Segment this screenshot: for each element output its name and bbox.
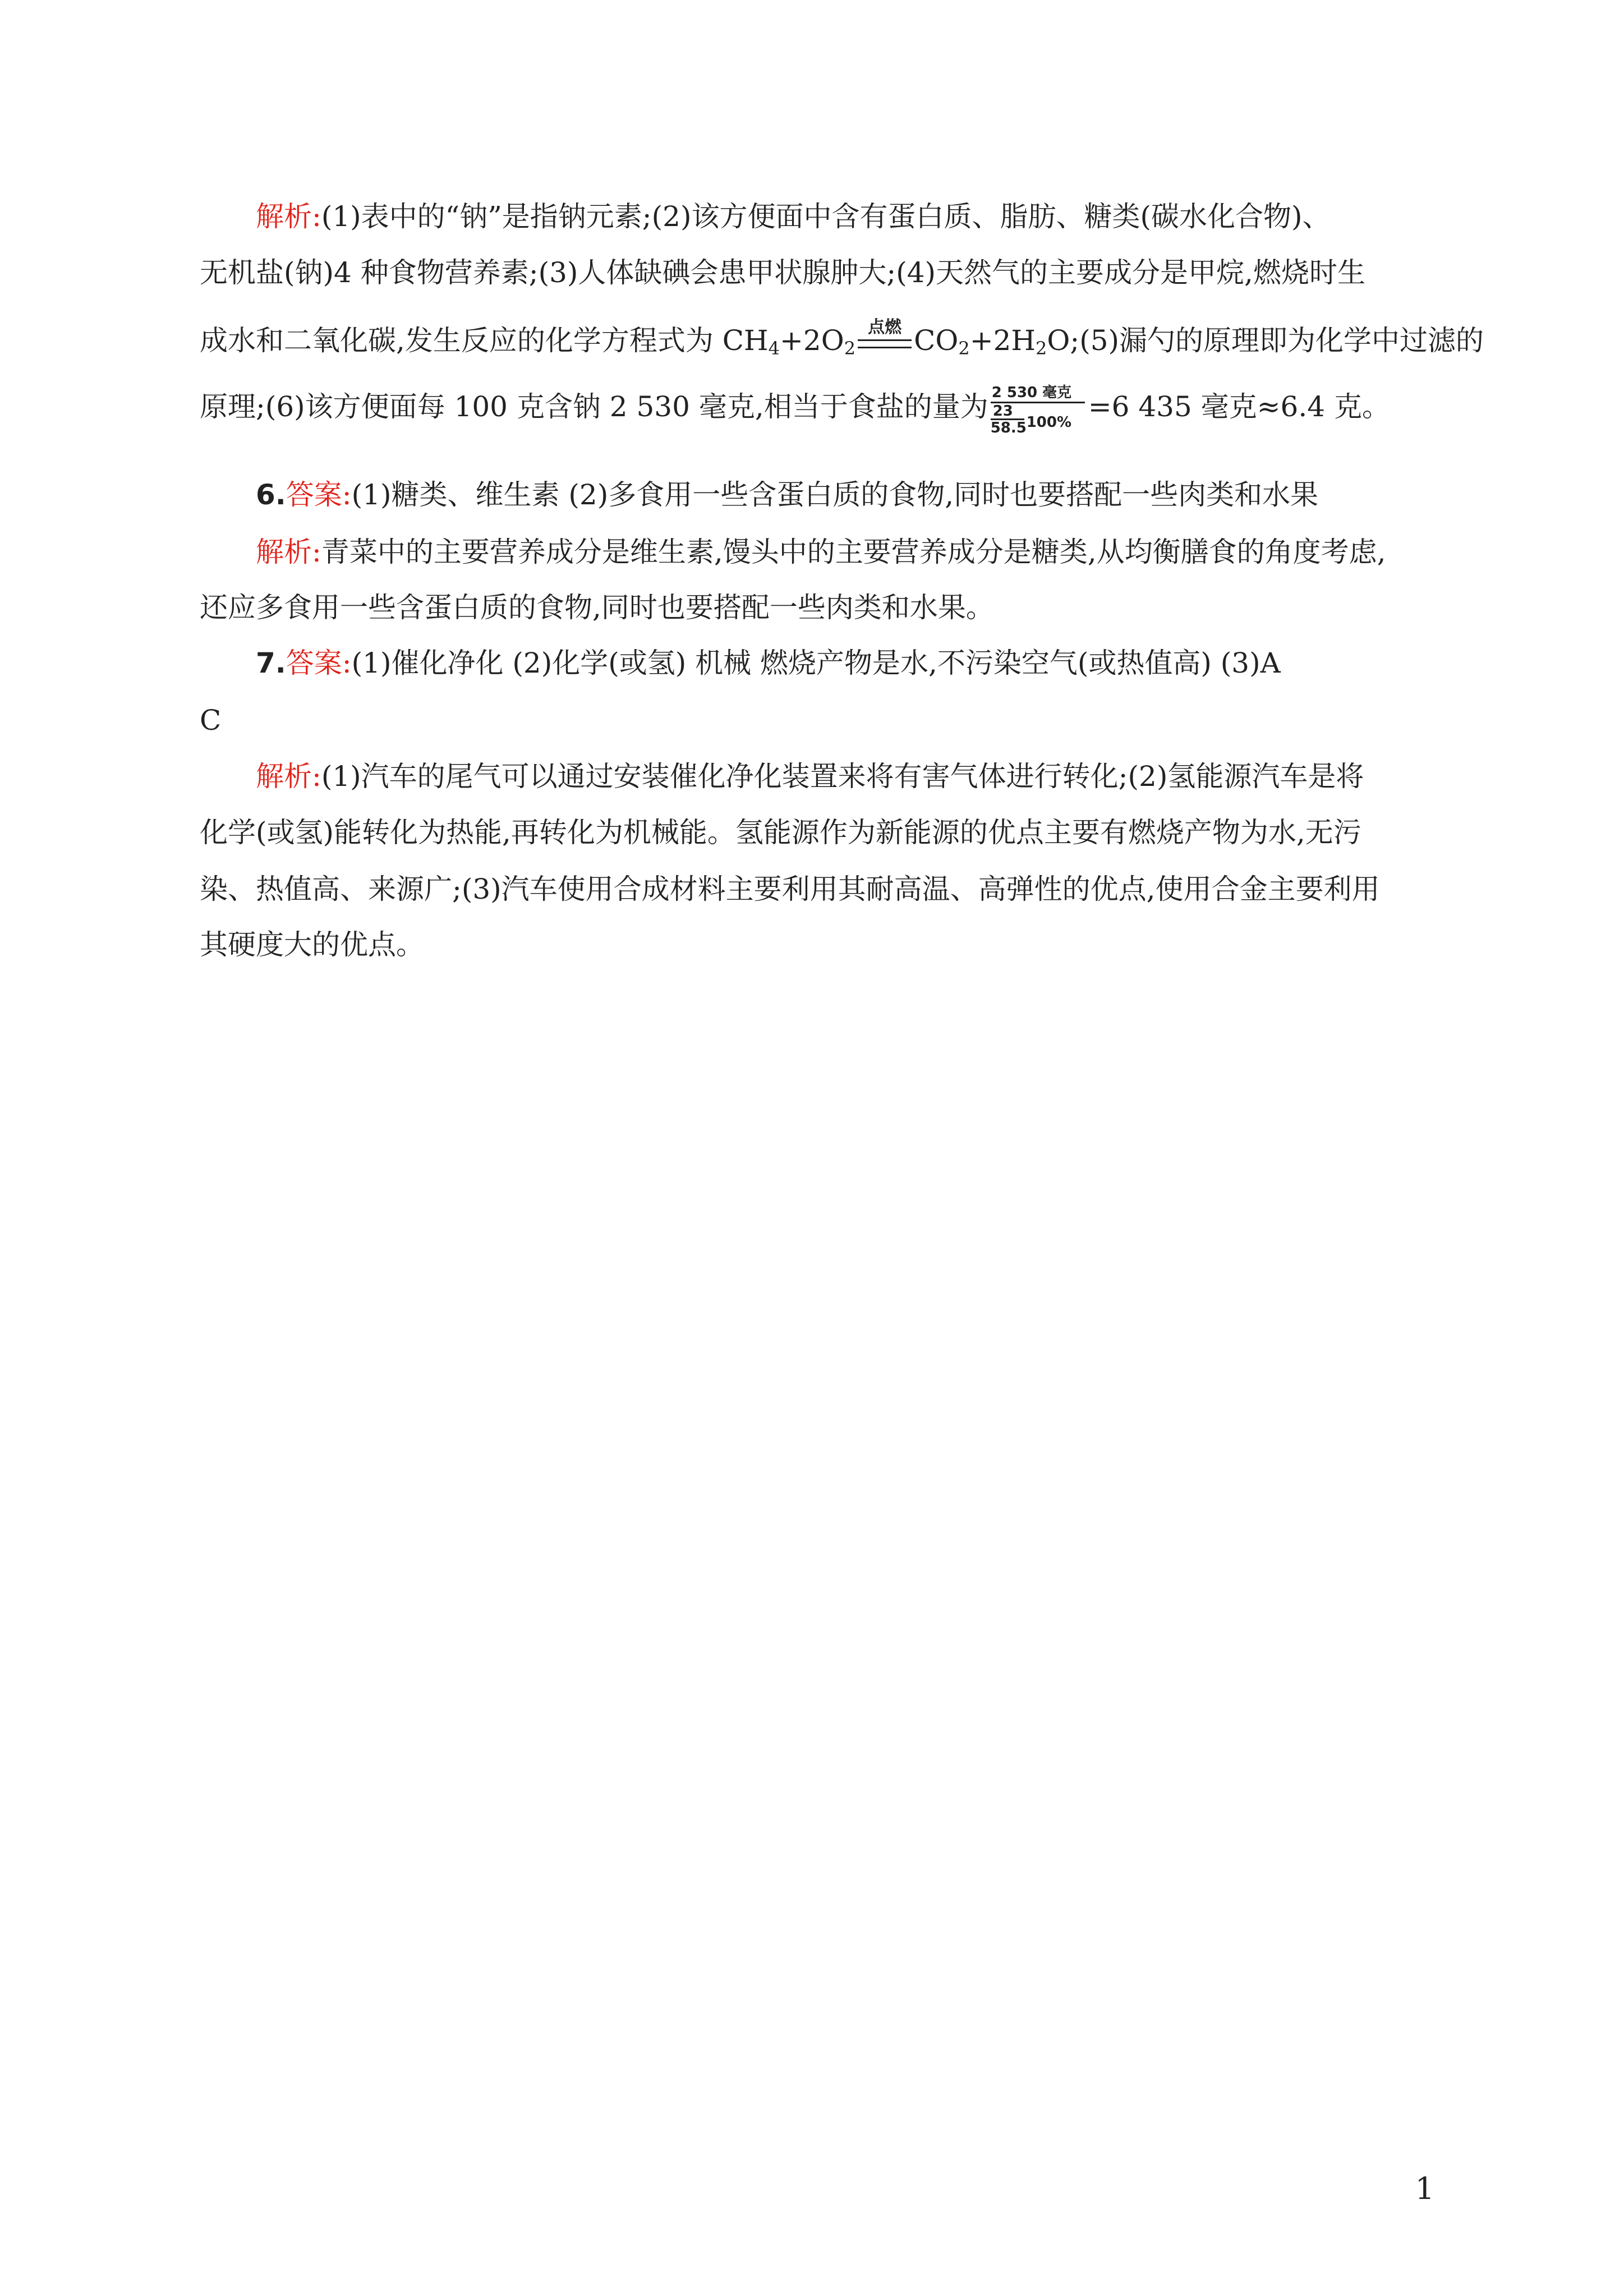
q6-analysis-text-1: 青菜中的主要营养成分是维生素,馒头中的主要营养成分是糖类,从均衡膳食的角度考虑, — [321, 536, 1386, 568]
fraction-numerator: 2 530 毫克 — [991, 384, 1072, 401]
co2-term: CO — [914, 324, 959, 357]
q6-analysis-line-1 — [256, 534, 1386, 570]
q7-analysis-line-4: 其硬度大的优点。 — [200, 928, 424, 961]
analysis-label: 解析: — [256, 536, 321, 568]
q5-analysis-text-1: (1)表中的“钠”是指钠元素;(2)该方便面中含有蛋白质、脂肪、糖类(碳水化合物)、 — [321, 200, 1331, 233]
salt-fraction — [988, 384, 1088, 436]
q5-analysis-line-1 — [256, 199, 1331, 234]
q5-analysis-line-2: 无机盐(钠)4 种食物营养素;(3)人体缺碘会患甲状腺肿大;(4)天然气的主要成分是甲烷,燃烧时生 — [200, 256, 1365, 289]
answer-label: 答案: — [286, 478, 352, 511]
q7-analysis-line-2: 化学(或氢)能转化为热能,再转化为机械能。氢能源作为新能源的优点主要有燃烧产物为水,无污 — [200, 816, 1361, 849]
q7-answer-line — [256, 645, 1281, 681]
q5-analysis-line-4 — [200, 384, 1390, 436]
co2-subscript: 2 — [958, 338, 970, 359]
q6-answer-line — [256, 477, 1318, 513]
analysis-label: 解析: — [256, 200, 321, 233]
q7-analysis-line-3: 染、热值高、来源广;(3)汽车使用合成材料主要利用其耐高温、高弹性的优点,使用合金主要利用 — [200, 873, 1380, 905]
reaction-equals-bars — [858, 339, 912, 348]
reaction-arrow — [855, 318, 914, 358]
q7-answer-text: (1)催化净化 (2)化学(或氢) 机械 燃烧产物是水,不污染空气(或热值高) (3)A — [351, 647, 1281, 679]
ch4-subscript: 4 — [768, 338, 780, 359]
page-number: 1 — [1415, 2171, 1434, 2206]
q6-analysis-line-2: 还应多食用一些含蛋白质的食物,同时也要搭配一些肉类和水果。 — [200, 591, 994, 624]
q5-analysis-line-3 — [200, 318, 1484, 359]
answer-label: 答案: — [286, 647, 352, 679]
fraction-percent: 100% — [1026, 414, 1072, 431]
analysis-label: 解析: — [256, 760, 321, 793]
h2o-term: +2H — [969, 324, 1036, 357]
o2-term: +2O — [780, 324, 844, 357]
q7-answer-wrap: C — [200, 704, 222, 737]
q7-number: 7. — [256, 647, 286, 679]
q6-answer-text: (1)糖类、维生素 (2)多食用一些含蛋白质的食物,同时也要搭配一些肉类和水果 — [351, 478, 1319, 511]
q7-analysis-line-1 — [256, 758, 1364, 794]
q5-line4-prefix: 原理;(6)该方便面每 100 克含钠 2 530 毫克,相当于食盐的量为 — [200, 390, 988, 423]
fraction-inner-top: 23 — [992, 403, 1013, 420]
q5-line3-suffix: O;(5)漏勺的原理即为化学中过滤的 — [1047, 324, 1484, 357]
o2-subscript: 2 — [844, 338, 856, 359]
q6-number: 6. — [256, 478, 286, 511]
q5-line4-suffix: =6 435 毫克≈6.4 克。 — [1088, 390, 1390, 423]
h2o-subscript: 2 — [1036, 338, 1047, 359]
fraction-inner-bottom: 58.5 — [990, 420, 1027, 436]
q5-line3-prefix: 成水和二氧化碳,发生反应的化学方程式为 CH — [200, 324, 769, 357]
q7-analysis-text-1: (1)汽车的尾气可以通过安装催化净化装置来将有害气体进行转化;(2)氢能源汽车是将 — [321, 760, 1364, 793]
reaction-condition: 点燃 — [868, 318, 902, 337]
